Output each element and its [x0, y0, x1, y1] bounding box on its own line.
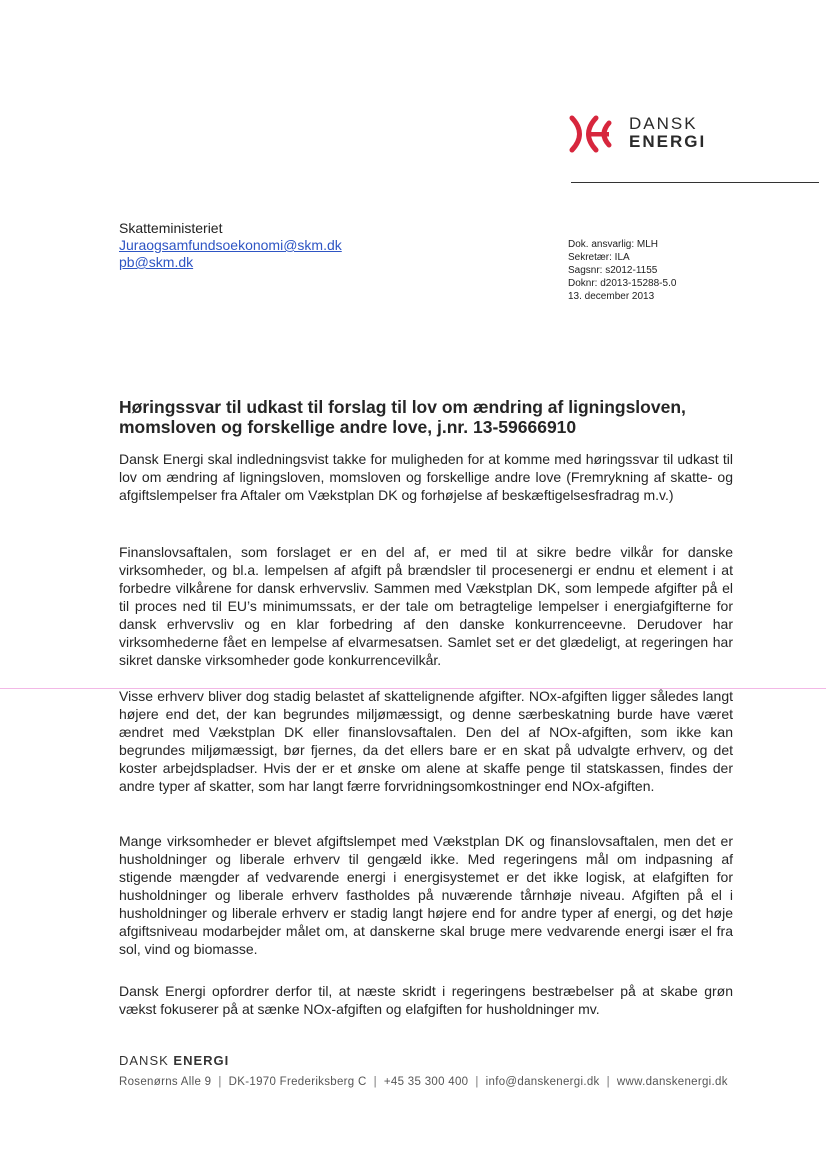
recipient-block — [119, 220, 342, 271]
footer-separator: | — [373, 1076, 377, 1088]
meta-secretary: Sekretær: ILA — [568, 252, 630, 263]
document-title: Høringssvar til udkast til forslag til lov om ændring af ligningsloven, momsloven og forskellige andre love, j.nr. 13-59666910 — [119, 397, 686, 437]
recipient-email-link-2[interactable]: pb@skm.dk — [119, 254, 194, 270]
paragraph: Finanslovsaftalen, som forslaget er en del af, er med til at sikre bedre vilkår for danske virksomheder, og bl.a. lempelsen af afgift på brændsler til procesenergi er endnu et element i at forbedre vilkårene for dansk erhvervsliv. Sammen med Vækstplan DK, som lempede afgifter på el til proces ned til EU’s minimumssats, er der tale om betragtelige lempelser i energiafgifterne for dansk erhvervsliv og en klar forbedring af den danske konkurrenceevne. Derudover har virksomhederne fået en lempelse af elvarmesatsen. Samlet set er det glædeligt, at regeringen har sikret danske virksomheder gode konkurrencevilkår. — [119, 544, 733, 668]
dansk-energi-logo — [569, 112, 719, 156]
recipient-name: Skatteministeriet — [119, 220, 223, 236]
paragraph: Mange virksomheder er blevet afgiftslempet med Vækstplan DK og finanslovsaftalen, men det er husholdninger og liberale erhverv til gengæld ikke. Med regeringens mål om indpasning af stigende mængder af vedvarende energi i energisystemet er det ikke logisk, at elafgiften for husholdninger og liberale erhverv fastholdes på nuværende tårnhøje niveau. Afgiften på el i husholdninger og liberale erhverv er stadig langt højere end for andre typer af energi, og det høje afgiftsniveau modarbejder målet om, at danskerne skal bruge mere vedvarende energi især el fra sol, vind og biomasse. — [119, 833, 733, 957]
meta-document-number: Doknr: d2013-15288-5.0 — [568, 278, 677, 289]
paragraph: Dansk Energi opfordrer derfor til, at næste skridt i regeringens bestræbelser på at skabe grøn vækst fokuserer på at sænke NOx-afgiften og elafgiften for husholdninger mv. — [119, 983, 733, 1017]
paragraph: Visse erhverv bliver dog stadig belastet af skattelignende afgifter. NOx-afgiften ligger således langt højere end det, der kan begrundes miljømæssigt, og denne særbeskatning burde have været ændret med Vækstplan DK eller finanslovsaftalen. Den del af NOx-afgiften, som ikke kan begrundes miljømæssigt, bør fjernes, da det ellers bare er en skat på udvalgte erhverv, og det koster arbejdspladser. Hvis der er et ønske om alene at skaffe penge til statskassen, findes der andre typer af skatter, som har langt færre forvridningsomkostninger end NOx-afgiften. — [119, 688, 733, 794]
recipient-email-link-1[interactable]: Juraogsamfundsoekonomi@skm.dk — [119, 237, 342, 253]
footer-separator: | — [218, 1076, 222, 1088]
meta-date: 13. december 2013 — [568, 291, 655, 302]
logo-text-dansk: DANSK — [629, 114, 698, 133]
footer-city: DK-1970 Frederiksberg C — [228, 1076, 367, 1088]
logo-text-energi: ENERGI — [629, 132, 707, 151]
header-divider — [571, 182, 819, 183]
footer-address: Rosenørns Alle 9 — [119, 1076, 212, 1088]
footer-email[interactable]: info@danskenergi.dk — [485, 1076, 600, 1088]
footer-contact — [119, 1076, 728, 1088]
meta-responsible: Dok. ansvarlig: MLH — [568, 239, 659, 250]
footer-website[interactable]: www.danskenergi.dk — [616, 1076, 728, 1088]
footer-phone: +45 35 300 400 — [383, 1076, 469, 1088]
footer-brand-energi: ENERGI — [173, 1053, 230, 1068]
dansk-energi-mark-icon — [569, 115, 619, 153]
document-meta — [568, 238, 676, 303]
meta-case-number: Sagsnr: s2012-1155 — [568, 265, 658, 276]
footer-separator: | — [606, 1076, 610, 1088]
footer-brand-dansk: DANSK — [119, 1053, 174, 1068]
footer-brand — [119, 1053, 229, 1068]
footer-separator: | — [475, 1076, 479, 1088]
paragraph: Dansk Energi skal indledningsvist takke for muligheden for at komme med høringssvar til udkast til lov om ændring af ligningsloven, momsloven og forskellige andre love (Fremrykning af skatte- og afgiftslempelser fra Aftaler om Vækstplan DK og forhøjelse af beskæftigelsesfradrag m.v.) — [119, 451, 733, 503]
